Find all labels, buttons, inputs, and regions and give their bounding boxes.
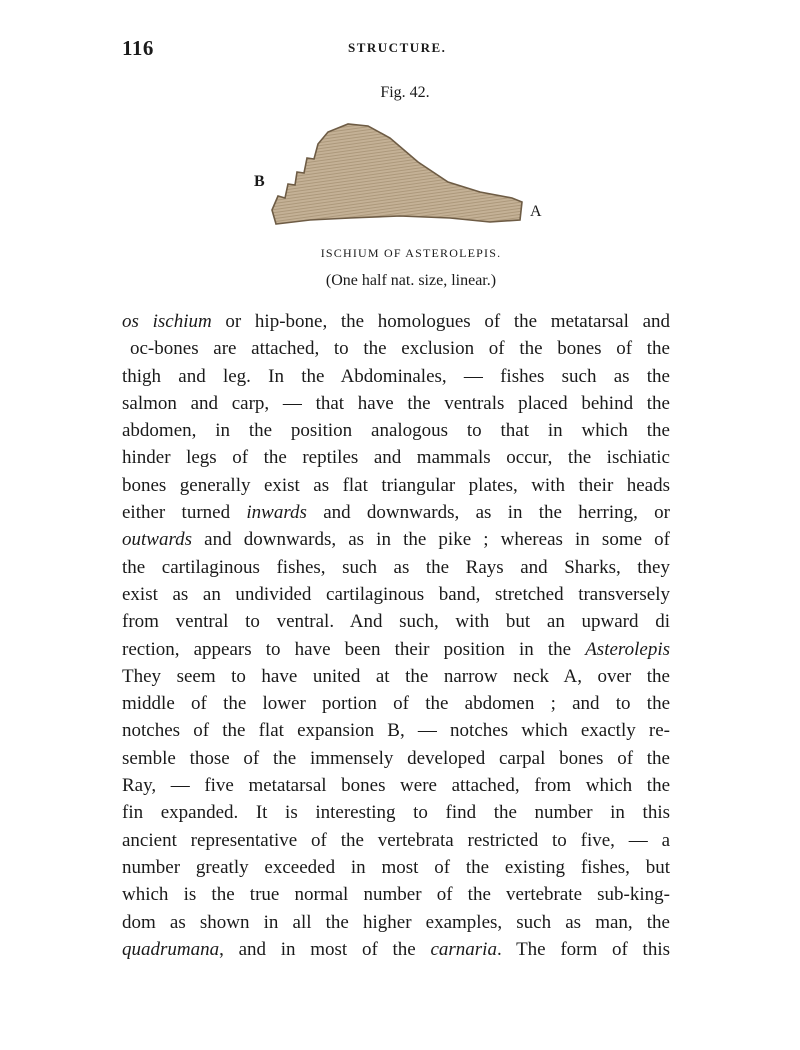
italic-term: outwards (122, 529, 193, 551)
text-segment: bones generally exist as flat triangular plates, with their heads (122, 474, 670, 496)
ischium-bone-drawing (272, 124, 522, 224)
page-number: 116 (122, 36, 154, 60)
text-segment: exist as an undivided cartilaginous band, stretched transversely (122, 583, 670, 605)
text-line (122, 909, 670, 936)
text-segment: either turned (122, 502, 247, 524)
text-line (122, 690, 670, 717)
figure-label: Fig. 42. (380, 84, 430, 101)
text-line (122, 390, 670, 417)
italic-term: Asterolepis (585, 638, 670, 660)
text-segment: or hip-bone, the homologues of the metatarsal and (211, 311, 670, 332)
running-head: STRUCTURE. (348, 40, 447, 55)
text-segment: and downwards, as in the herring, or (306, 502, 670, 524)
text-segment: hinder legs of the reptiles and mammals occur, the ischiatic (122, 447, 670, 469)
text-line (122, 526, 670, 553)
text-segment: fin expanded. It is interesting to find the number in this (122, 802, 670, 824)
figure-caption-note: (One half nat. size, linear.) (325, 272, 497, 289)
text-segment: which is the true normal number of the vertebrate sub-king- (122, 884, 670, 906)
text-segment: abdomen, in the position analogous to that in which the (122, 420, 670, 442)
italic-term: carnaria (430, 938, 497, 960)
text-line (122, 581, 670, 608)
text-line (122, 472, 670, 499)
text-segment: semble those of the immensely developed carpal bones of the (122, 747, 670, 769)
text-segment: ancient representative of the vertebrata restricted to five, — a (122, 829, 670, 851)
text-segment: number greatly exceeded in most of the existing fishes, but (122, 856, 670, 878)
text-line (122, 745, 670, 772)
figure-marker-b: B (254, 173, 265, 190)
text-line (122, 554, 670, 581)
text-line (122, 854, 670, 881)
text-line (122, 881, 670, 908)
text-segment: and downwards, as in the pike ; whereas in some of (192, 529, 670, 551)
text-line (122, 417, 670, 444)
text-segment: Ray, — five metatarsal bones were attached, from which the (122, 775, 670, 797)
text-line (122, 335, 670, 362)
text-segment: oc-bones are attached, to the exclusion of the bones of the (130, 338, 670, 360)
italic-term: os ischium (122, 311, 212, 332)
figure-marker-a: A (530, 203, 542, 220)
figure-caption-title: ISCHIUM OF ASTEROLEPIS. (320, 246, 502, 260)
text-segment: from ventral to ventral. And such, with but an upward di (122, 611, 670, 633)
text-line (122, 444, 670, 471)
text-line (122, 936, 670, 963)
text-line (122, 772, 670, 799)
text-segment: thigh and leg. In the Abdominales, — fishes such as the (122, 365, 670, 387)
text-segment: notches of the flat expansion B, — notches which exactly re- (122, 720, 670, 742)
text-segment: middle of the lower portion of the abdomen ; and to the (122, 693, 670, 715)
text-line (122, 608, 670, 635)
text-line (122, 799, 670, 826)
text-segment: salmon and carp, — that have the ventrals placed behind the (122, 392, 670, 414)
text-segment: rection, appears to have been their position in the (122, 638, 586, 660)
text-segment: . The form of this (496, 938, 670, 960)
text-segment: They seem to have united at the narrow neck A, over the (122, 665, 670, 687)
text-segment: dom as shown in all the higher examples, such as man, the (122, 911, 670, 933)
body-text (122, 308, 670, 963)
italic-term: inwards (246, 502, 307, 524)
ischium-figure (250, 112, 560, 242)
italic-term: quadrumana (122, 938, 220, 960)
text-line (122, 827, 670, 854)
text-line (122, 636, 670, 663)
text-line (122, 308, 670, 335)
text-line (122, 717, 670, 744)
text-segment: the cartilaginous fishes, such as the Rays and Sharks, they (122, 556, 670, 578)
text-line (122, 363, 670, 390)
text-line (122, 663, 670, 690)
text-line (122, 499, 670, 526)
text-segment: , and in most of the (219, 938, 431, 960)
